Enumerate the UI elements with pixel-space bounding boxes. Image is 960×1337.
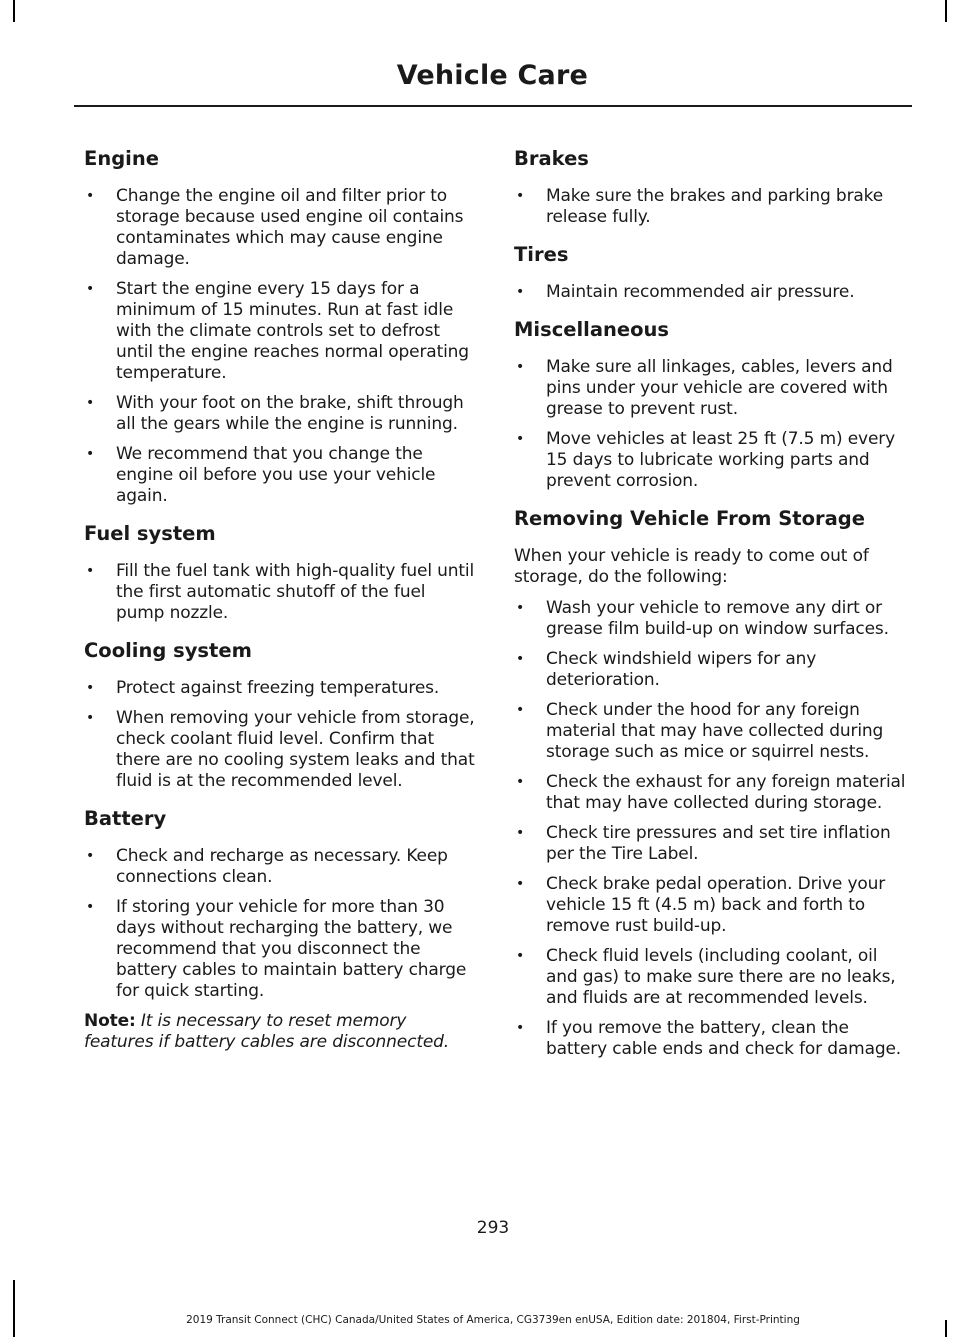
section-fuel-system bbox=[84, 521, 476, 624]
section-heading: Fuel system bbox=[84, 522, 216, 545]
list-item: • Maintain recommended air pressure. bbox=[514, 282, 910, 303]
list-item: • Check and recharge as necessary. Keep connections clean. bbox=[84, 846, 476, 888]
section-heading: Brakes bbox=[514, 147, 589, 170]
section-heading: Engine bbox=[84, 147, 159, 170]
list-item: • Check under the hood for any foreign material that may have collected during storage such as mice or squirrel nests. bbox=[514, 700, 910, 763]
header-divider bbox=[74, 105, 912, 107]
bullet-list bbox=[514, 186, 910, 228]
section-heading: Miscellaneous bbox=[514, 318, 670, 341]
list-item: • Check the exhaust for any foreign material that may have collected during storage. bbox=[514, 772, 910, 814]
list-item: • Make sure all linkages, cables, levers and pins under your vehicle are covered with grease to prevent rust. bbox=[514, 357, 910, 420]
list-item: • Start the engine every 15 days for a minimum of 15 minutes. Run at fast idle with the climate controls set to defrost until the engine reaches normal operating temperature. bbox=[84, 279, 476, 384]
section-brakes bbox=[514, 146, 910, 228]
crop-mark-top-left bbox=[13, 0, 15, 22]
list-item: • Check tire pressures and set tire inflation per the Tire Label. bbox=[514, 823, 910, 865]
section-miscellaneous bbox=[514, 317, 910, 492]
list-item: • Check brake pedal operation. Drive your vehicle 15 ft (4.5 m) back and forth to remove rust build-up. bbox=[514, 874, 910, 937]
note-label: Note: bbox=[84, 1011, 136, 1031]
list-item: • Check fluid levels (including coolant, oil and gas) to make sure there are no leaks, and fluids are at recommended levels. bbox=[514, 946, 910, 1009]
bullet-list bbox=[84, 846, 476, 1002]
section-heading: Removing Vehicle From Storage bbox=[514, 507, 865, 530]
bullet-list bbox=[84, 678, 476, 792]
section-engine bbox=[84, 146, 476, 507]
list-item: • With your foot on the brake, shift through all the gears while the engine is running. bbox=[84, 393, 476, 435]
list-item: • If storing your vehicle for more than 30 days without recharging the battery, we recommend that you disconnect the battery cables to maintain battery charge for quick starting. bbox=[84, 897, 476, 1002]
list-item: • Protect against freezing temperatures. bbox=[84, 678, 476, 699]
left-column bbox=[84, 146, 476, 1053]
bullet-list bbox=[514, 598, 910, 1060]
intro-paragraph: When your vehicle is ready to come out of storage, do the following: bbox=[514, 546, 869, 587]
section-tires bbox=[514, 242, 910, 303]
list-item: • When removing your vehicle from storage, check coolant fluid level. Confirm that there are no cooling system leaks and that fluid is at the recommended level. bbox=[84, 708, 476, 792]
right-column bbox=[514, 146, 910, 1074]
bullet-list bbox=[84, 561, 476, 624]
note bbox=[84, 1011, 476, 1053]
list-item: • If you remove the battery, clean the battery cable ends and check for damage. bbox=[514, 1018, 910, 1060]
section-heading: Cooling system bbox=[84, 639, 252, 662]
bullet-list bbox=[514, 357, 910, 492]
page-title: Vehicle Care bbox=[396, 60, 588, 91]
bullet-list bbox=[514, 282, 910, 303]
bullet-list bbox=[84, 186, 476, 507]
list-item: • Check windshield wipers for any deterioration. bbox=[514, 649, 910, 691]
crop-mark-top-right bbox=[945, 0, 947, 22]
list-item: • Fill the fuel tank with high-quality fuel until the first automatic shutoff of the fuel pump nozzle. bbox=[84, 561, 476, 624]
section-heading: Battery bbox=[84, 807, 167, 830]
crop-mark-bottom-left bbox=[13, 1280, 15, 1337]
list-item: • Move vehicles at least 25 ft (7.5 m) every 15 days to lubricate working parts and prevent corrosion. bbox=[514, 429, 910, 492]
footer-edition-info: 2019 Transit Connect (CHC) Canada/United States of America, CG3739en enUSA, Edition date: 201804, First-Printing bbox=[186, 1314, 800, 1326]
section-heading: Tires bbox=[514, 243, 569, 266]
section-battery bbox=[84, 806, 476, 1002]
list-item: • Make sure the brakes and parking brake release fully. bbox=[514, 186, 910, 228]
section-removing-from-storage bbox=[514, 506, 910, 1060]
list-item: • Wash your vehicle to remove any dirt or grease film build-up on window surfaces. bbox=[514, 598, 910, 640]
page-number: 293 bbox=[476, 1218, 510, 1238]
note-text: It is necessary to reset memory features if battery cables are disconnected. bbox=[84, 1011, 450, 1052]
section-cooling-system bbox=[84, 638, 476, 792]
list-item: • We recommend that you change the engine oil before you use your vehicle again. bbox=[84, 444, 476, 507]
list-item: • Change the engine oil and filter prior to storage because used engine oil contains contaminates which may cause engine damage. bbox=[84, 186, 476, 270]
